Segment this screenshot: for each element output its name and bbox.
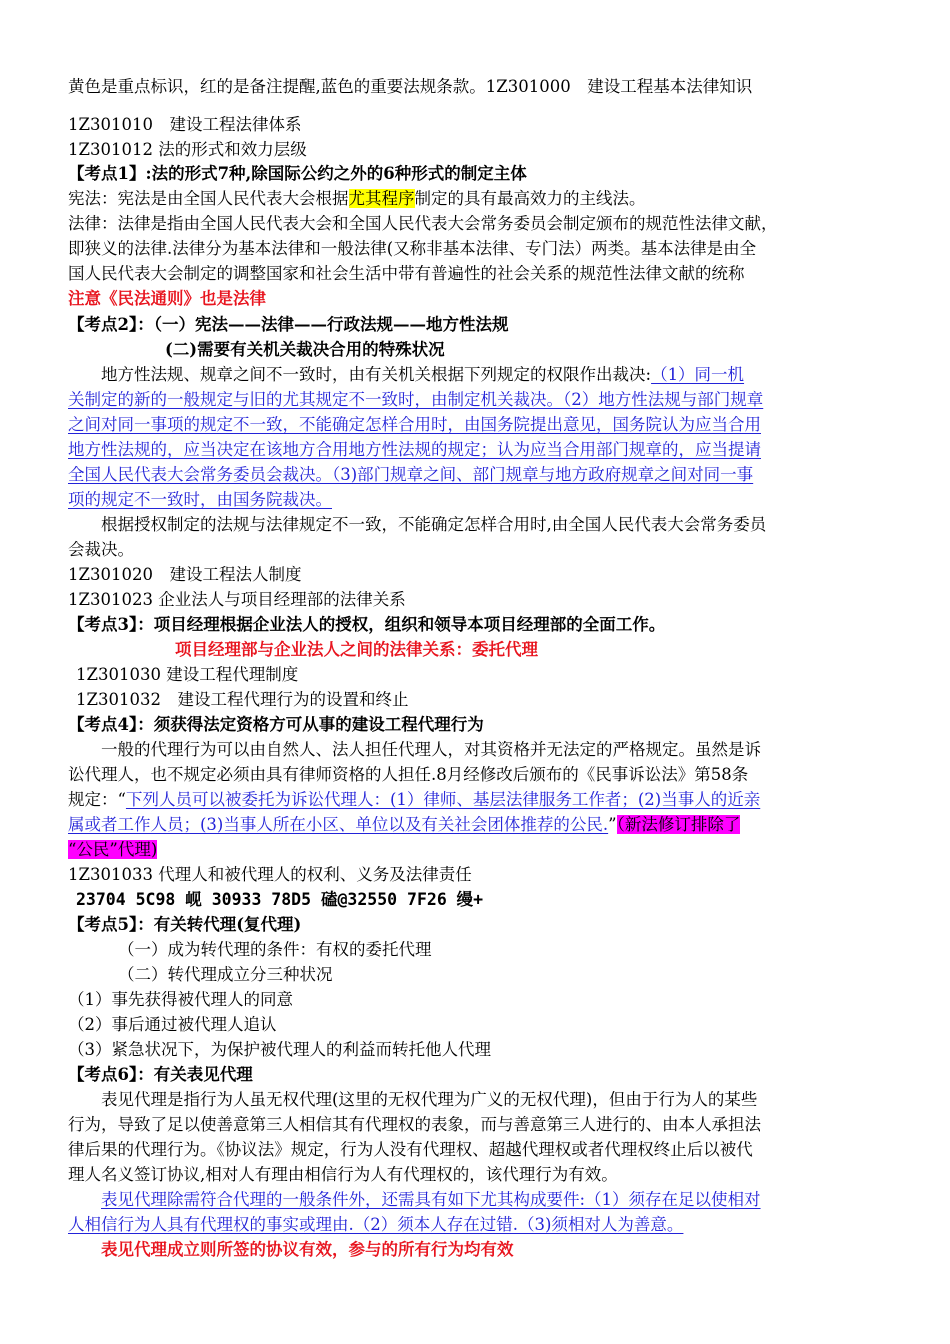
paragraph-line: 法律：法律是指由全国人民代表大会和全国人民代表大会常务委员会制定颁布的规范性法律文献， [68,214,778,233]
blue-law-line [68,437,884,462]
list-item: （一）成为转代理的条件：有权的委托代理 [118,940,432,959]
text-run: 地方性法规、规章之间不一致时，由有关机关根据下列规定的权限作出裁决: [101,365,652,384]
section-1z301020: 1Z301020 建设工程法人制度 [68,565,302,584]
paragraph-line: 会裁决。 [68,540,134,559]
paragraph-line [68,787,884,812]
blue-law-clause: 全国人民代表大会常务委员会裁决。（3)部门规章之间、部门规章与地方政府规章之间对同一事 [68,465,754,484]
blue-law-line [68,387,884,412]
red-note: 表见代理成立则所签的协议有效，参与的所有行为均有效 [101,1240,514,1259]
paragraph-line: 讼代理人，也不规定必须由具有律师资格的人担任.8月经修改后颁布的《民事诉讼法》第58条 [68,765,749,784]
section-1z301030: 1Z301030 建设工程代理制度 [76,665,299,684]
blue-law-clause: 人相信行为人具有代理权的事实或理由.（2）须本人存在过错.（3)须相对人为善意。 [68,1215,684,1234]
section-1z301032: 1Z301032 建设工程代理行为的设置和终止 [76,690,409,709]
paragraph-line: 国人民代表大会制定的调整国家和社会生活中带有普遍性的社会关系的规范性法律文献的统称 [68,264,745,283]
paragraph-line: 即狭义的法律.法律分为基本法律和一般法律(又称非基本法律、专门法）两类。基本法律是由全 [68,239,757,258]
garbled-code-line: 23704 5C98 岘 30933 78D5 磕@32550 7F26 缦+ [76,890,484,909]
text-run: ” [608,815,617,834]
blue-law-clause: 属或者工作人员；(3)当事人所在小区、单位以及有关社会团体推荐的公民. [68,815,609,834]
highlight-magenta: “公民”代理) [68,840,158,859]
intro-line: 黄色是重点标识，红的是备注提醒,蓝色的重要法规条款。1Z301000 建设工程基本法律知识 [68,77,753,96]
blue-law-line [68,1187,884,1212]
paragraph-line [68,812,884,837]
blue-law-clause: 关制定的新的一般规定与旧的尤其规定不一致时，由制定机关裁决。（2）地方性法规与部门规章 [68,390,764,409]
kaodian-1-heading: 【考点1】:法的形式7种,除国际公约之外的6种形式的制定主体 [68,164,527,183]
blue-law-clause: 表见代理除需符合代理的一般条件外，还需具有如下尤其构成要件:（1）须存在足以使相对 [101,1190,761,1209]
list-item: （2）事后通过被代理人追认 [68,1015,277,1034]
text-run: 规定：“ [68,790,126,809]
paragraph-line [68,362,884,387]
blue-law-line [68,487,884,512]
paragraph-line: 律后果的代理行为。《协议法》规定，行为人没有代理权、超越代理权或者代理权终止后以被代 [68,1140,753,1159]
red-note: 项目经理部与企业法人之间的法律关系：委托代理 [175,640,538,659]
kaodian-4-heading: 【考点4】：须获得法定资格方可从事的建设工程代理行为 [68,715,484,734]
paragraph-line [68,837,884,862]
list-item: （1）事先获得被代理人的同意 [68,990,293,1009]
blue-law-clause: 地方性法规的，应当决定在该地方合用地方性法规的规定；认为应当合用部门规章的，应当提请 [68,440,761,459]
kaodian-3-heading: 【考点3】：项目经理根据企业法人的授权，组织和领导本项目经理部的全面工作。 [68,615,666,634]
blue-law-clause: 之间对同一事项的规定不一致，不能确定怎样合用时，由国务院提出意见，国务院认为应当合用 [68,415,761,434]
kaodian-6-heading: 【考点6】：有关表见代理 [68,1065,253,1084]
red-note: 注意《民法通则》也是法律 [68,289,266,308]
list-item: （二）转代理成立分三种状况 [118,965,333,984]
list-item: （3）紧急状况下，为保护被代理人的利益而转托他人代理 [68,1040,491,1059]
subheading: (二)需要有关机关裁决合用的特殊状况 [165,340,445,359]
paragraph-line: 一般的代理行为可以由自然人、法人担任代理人，对其资格并无法定的严格规定。虽然是诉 [101,740,761,759]
blue-law-line [68,1212,884,1237]
highlight-magenta: （新法修订排除了 [616,815,741,834]
paragraph-line: 根据授权制定的法规与法律规定不一致，不能确定怎样合用时,由全国人民代表大会常务委员 [101,515,767,534]
blue-law-line [68,412,884,437]
kaodian-5-heading: 【考点5】：有关转代理(复代理) [68,915,302,934]
blue-law-clause: 下列人员可以被委托为诉讼代理人：(1）律师、基层法律服务工作者；(2)当事人的近亲 [125,790,761,809]
blue-law-clause: 项的规定不一致时，由国务院裁决。 [68,490,332,509]
section-1z301033: 1Z301033 代理人和被代理人的权利、义务及法律责任 [68,865,472,884]
paragraph-line: 理人名义签订协议,相对人有理由相信行为人有代理权的，该代理行为有效。 [68,1165,618,1184]
paragraph-line: 表见代理是指行为人虽无权代理(这里的无权代理为广义的无权代理)，但由于行为人的某些 [101,1090,758,1109]
blue-law-clause: （1）同一机 [651,365,745,384]
section-1z301010: 1Z301010 建设工程法律体系 [68,115,302,134]
kaodian-2-heading: 【考点2】：（一）宪法——法律——行政法规——地方性法规 [68,315,509,334]
highlight-yellow: 尤其程序 [348,189,415,208]
text-run: 宪法：宪法是由全国人民代表大会根据 [68,189,349,208]
blue-law-line [68,462,884,487]
text-run: 制定的具有最高效力的主线法。 [414,189,646,208]
section-1z301012: 1Z301012 法的形式和效力层级 [68,140,307,159]
paragraph-line: 行为，导致了足以使善意第三人相信其有代理权的表象，而与善意第三人进行的、由本人承担法 [68,1115,761,1134]
xianfa-line [68,186,884,211]
section-1z301023: 1Z301023 企业法人与项目经理部的法律关系 [68,590,406,609]
